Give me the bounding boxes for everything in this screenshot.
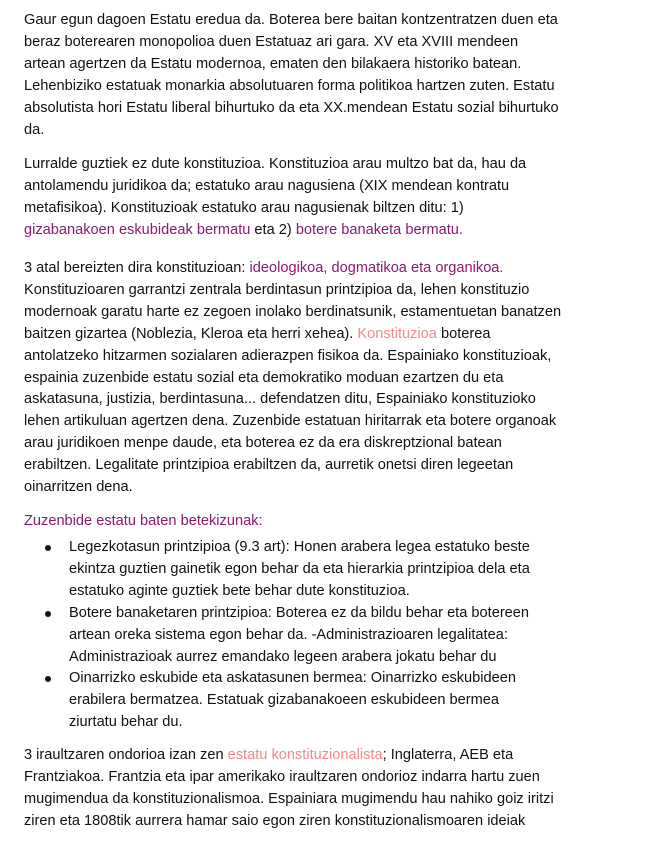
text-line: beraz boterearen monopolioa duen Estatuaz ari gara. XV eta XVIII mendeen [24,33,519,50]
text-fragment: ; Inglaterra, AEB eta [382,747,514,763]
text-line: antolatzeko hitzarmen sozialaren adierazpen fisikoa da. Espainiako konstituzioak, [24,347,552,364]
text-line: Lehenbiziko estatuak monarkia absolutuaren forma politikoa hartzen zuten. Estatu [24,77,555,94]
text-line: estatuko aginte guztiek bete behar dute konstituzioa. [69,582,410,599]
text-line: modernoak garatu harte ez zegoen inolako berdinatsunik, estamentuetan banatzen [24,303,562,320]
highlight-parts: ideologikoa, dogmatikoa eta organikoa. [249,260,504,276]
text-line: erabilera bermatzea. Estatuak gizabanakoeen eskubideen bermea [69,692,499,709]
list-item [24,537,636,603]
text-line: mugimendua da konstituzionalismoa. Espainiara mugimendu hau nahiko goiz iritzi [24,790,554,807]
highlight-constitutional-state: estatu konstituzionalista [227,747,383,763]
text-line [24,220,636,242]
text-line: antolamendu juridikoa da; estatuko arau nagusiena (XIX mendean kontratu [24,177,510,194]
text-line [24,745,636,767]
text-line: ziren eta 1808tik aurrera hamar saio egon ziren konstituzionalismoaren ideiak [24,812,526,829]
text-line: artean agertzen da Estatu modernoa, ematen den bilakaera historiko batean. [24,55,522,72]
text-line [24,258,636,280]
paragraph-constitution [24,154,636,242]
list-item [24,603,636,669]
text-line: Legezkotasun printzipioa (9.3 art): Honen arabera legea estatuko beste [69,539,530,555]
text-line: Konstituzioaren garrantzi zentrala berdintasun printzipioa da, lehen konstituzio [24,281,530,298]
text-line: Lurralde guztiek ez dute konstituzioa. Konstituzioa arau multzo bat da, hau da [24,156,527,172]
text-line: Administrazioak aurrez emandako legeen arabera jokatu behar du [69,648,497,665]
text-line: espainia zuzenbide estatu sozial eta demokratiko moduan ezartzen du eta [24,369,504,386]
text-line: ekintza guztien gainetik egon behar da eta hierarkia printzipioa dela eta [69,560,530,577]
text-fragment: 3 iraultzaren ondorioa izan zen [24,747,228,763]
paragraph-state-model [24,10,636,141]
text-line: Botere banaketaren printzipioa: Boterea ez da bildu behar eta botereen [69,604,530,621]
text-line: da. [24,121,45,138]
text-line: arau juridikoen menpe daude, eta boterea ez da era diskreptzional batean [24,435,502,452]
text-line: Frantziakoa. Frantzia eta ipar amerikako iraultzaren ondorioz indarra hartu zuen [24,768,540,785]
text-line: erabiltzen. Legalitate printzipioa erabiltzen da, aurretik onetsi diren legeetan [24,457,514,474]
text-line: Gaur egun dagoen Estatu eredua da. Boterea bere baitan kontzentratzen duen eta [24,12,558,28]
text-fragment: baitzen gizartea (Noblezia, Kleroa eta herri xehea). [24,325,358,342]
highlight-rights: gizabanakoen eskubideak bermatu [24,221,251,238]
text-line: oinarritzen dena. [24,479,133,496]
text-line: Oinarrizko eskubide eta askatasunen bermea: Oinarrizko eskubideen [69,670,516,687]
section-heading: Zuzenbide estatu baten betekizunak: [24,513,263,529]
text-line: ziurtatu behar du. [69,714,183,731]
paragraph-constitution-parts [24,258,636,499]
text-line: lehen artikuluan agertzen dena. Zuzenbide estatuan hiritarrak eta botere organoak [24,413,557,430]
text-line: artean oreka sistema egon behar da. -Administrazioaren legalitatea: [69,626,508,643]
text-line: absolutista hori Estatu liberal bihurtuko da eta XX.mendean Estatu sozial bihurtuko [24,99,559,116]
text-fragment: 3 atal bereizten dira konstituzioan: [24,260,250,276]
paragraph-revolutions [24,745,636,833]
text-line: askatasuna, justizia, berdintasuna... defendatzen ditu, Espainiako konstituzioko [24,391,536,408]
list-item [24,668,636,734]
requirements-list [24,537,636,734]
text-line [24,324,636,346]
text-fragment: boterea [436,325,491,342]
text-fragment: eta 2) [250,221,296,238]
highlight-konstituzioa: Konstituzioa [357,325,437,342]
highlight-separation-of-powers: botere banaketa bermatu. [295,221,463,238]
text-line: metafisikoa). Konstituzioak estatuko arau nagusienak biltzen ditu: 1) [24,199,464,216]
